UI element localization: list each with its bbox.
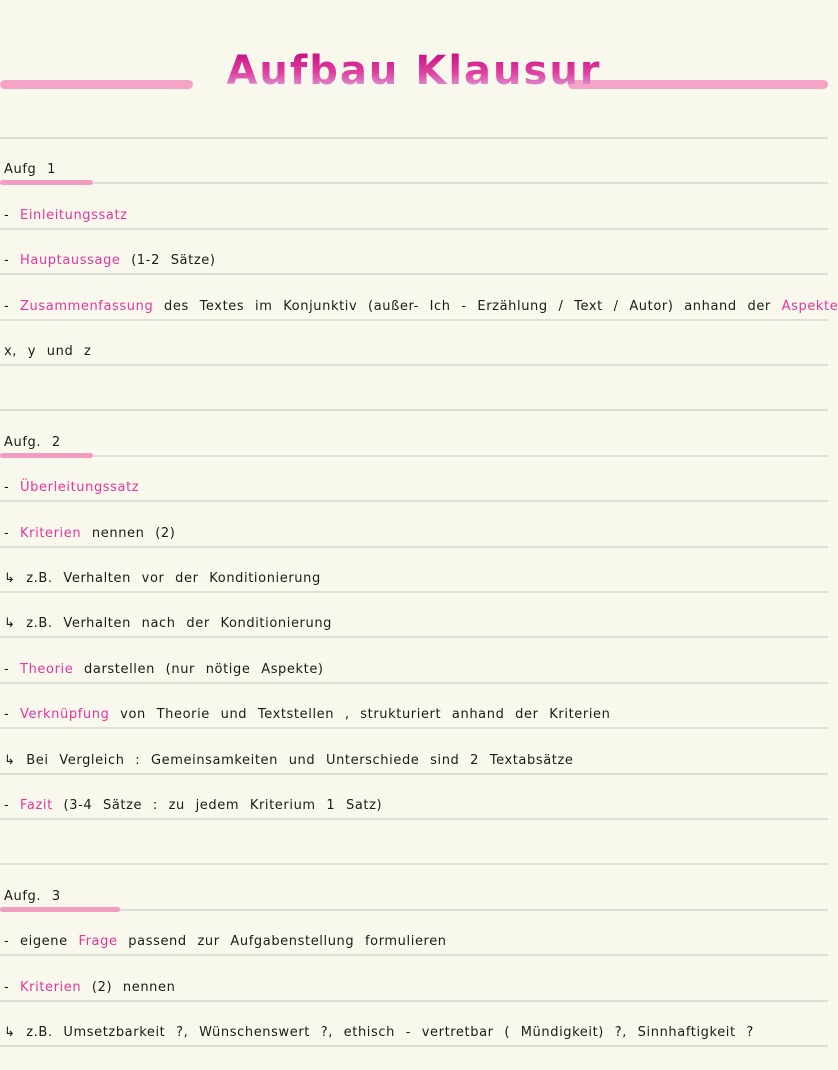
note-text: darstellen (nur nötige Aspekte) [73,661,324,677]
ruled-line [0,182,828,184]
note-text: des Textes im Konjunktiv (außer- Ich - Erzählung / Text / Autor) anhand der [153,298,782,314]
highlighted-keyword: Kriterien [20,979,82,995]
heading-underline [0,907,120,912]
note-text: ↳ z.B. Verhalten nach der Konditionierung [4,616,333,632]
note-text: - [4,253,21,269]
highlighted-keyword: Verknüpfung [20,707,110,723]
note-text: - [4,661,21,677]
ruled-line [0,137,828,139]
ruled-line [0,409,828,411]
highlighted-keyword: Aspekte [781,298,838,314]
highlighted-keyword: Frage [78,934,118,950]
highlighted-keyword: Zusammenfassung [20,298,154,314]
note-text: - [4,480,21,496]
note-text: nennen (2) [81,525,176,541]
note-text: von Theorie und Textstellen , strukturiert anhand der Kriterien [109,707,611,723]
note-text: - [4,979,21,995]
note-text: Aufg 1 [4,162,56,178]
note-text: - [4,707,21,723]
note-line [4,753,574,777]
note-line [4,208,128,232]
note-text: ↳ Bei Vergleich : Gemeinsamkeiten und Unterschiede sind 2 Textabsätze [4,752,574,768]
ruled-line [0,455,828,457]
page-title: Aufbau Klausur [0,48,828,94]
note-text: ↳ z.B. Verhalten vor der Konditionierung [4,571,321,586]
note-text: (2) nennen [81,979,176,995]
note-text: - [4,298,21,314]
note-text: Aufg. 2 [4,434,61,450]
note-line [4,480,139,504]
note-line [4,707,610,731]
heading-underline [0,453,93,458]
note-text: - eigene [4,934,79,950]
note-line [4,662,324,686]
note-text: (1-2 Sätze) [120,253,216,269]
note-line [4,344,91,368]
note-line [4,299,838,323]
note-text: ↳ z.B. Umsetzbarkeit ?, Wünschenswert ?, ethisch - vertretbar ( Mündigkeit) ?, Sinnhaftigkeit ? [4,1025,754,1040]
note-line [4,980,175,1004]
highlighted-keyword: Theorie [20,661,74,677]
note-line [4,253,216,277]
highlighted-keyword: Kriterien [20,525,82,541]
note-text: x, y und z [4,344,92,359]
note-line [4,1025,754,1049]
note-text: passend zur Aufgabenstellung formulieren [117,934,447,950]
note-text: - [4,798,21,813]
note-text: (3-4 Sätze : zu jedem Kriterium 1 Satz) [52,798,383,813]
heading-underline [0,180,93,185]
highlighted-keyword: Hauptaussage [20,253,121,269]
highlighted-keyword: Überleitungssatz [20,480,140,496]
note-text: - [4,525,21,541]
ruled-line [0,863,828,865]
note-line [4,934,447,958]
highlighted-keyword: Fazit [20,798,53,813]
note-line [4,798,382,822]
note-text: - [4,207,21,223]
note-line [4,571,321,595]
highlighted-keyword: Einleitungssatz [20,207,128,223]
ruled-line [0,364,828,366]
note-line [4,526,175,550]
ruled-line [0,909,828,911]
note-line [4,616,332,640]
note-text: Aufg. 3 [4,888,61,904]
